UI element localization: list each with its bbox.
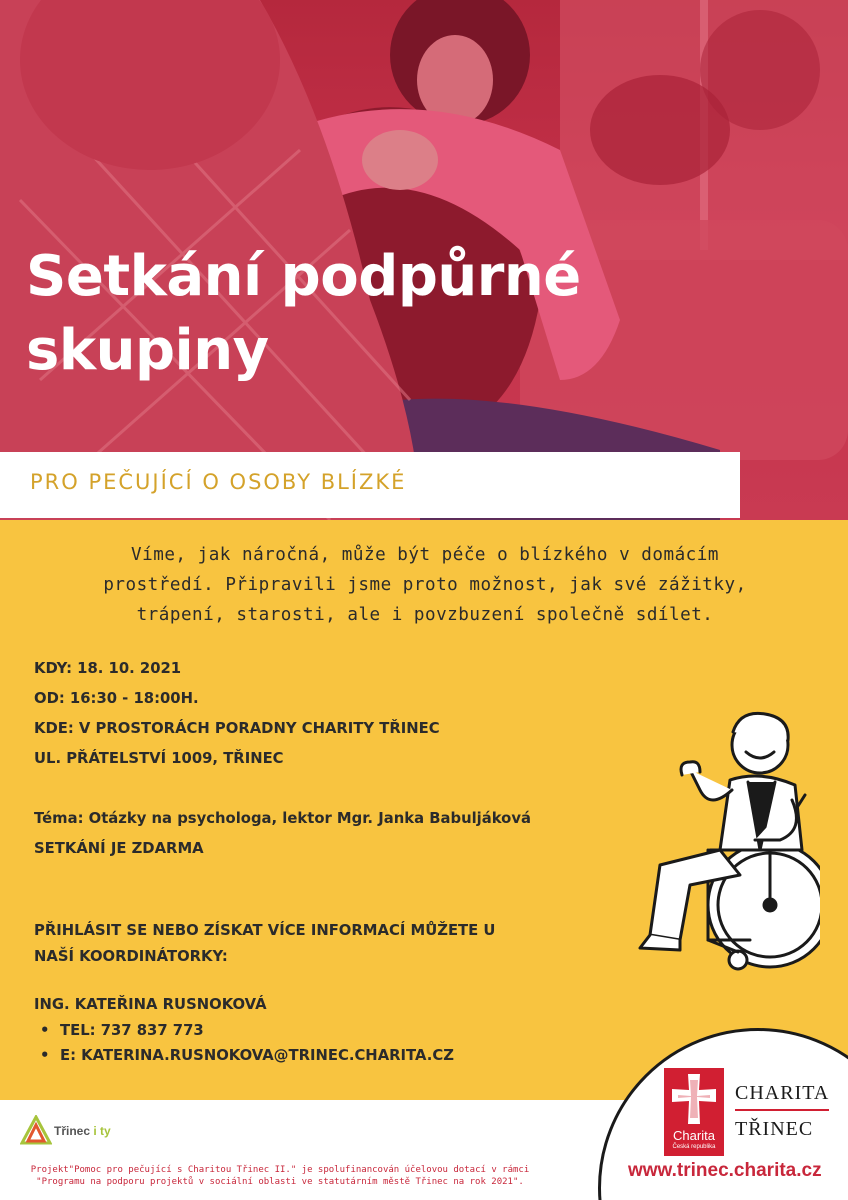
funding-note-line-1: Projekt"Pomoc pro pečující s Charitou Třinec II." je spolufinancován účelovou dotací v rámci [30, 1165, 530, 1175]
charita-city: TŘINEC [735, 1118, 814, 1140]
charita-logo [664, 1068, 724, 1156]
event-topic: Téma: Otázky na psychologa, lektor Mgr. Janka Babuljáková [34, 810, 531, 827]
logo-text-trinec: Třinec [54, 1124, 91, 1138]
event-place: KDE: V PROSTORÁCH PORADNY CHARITY TŘINEC [34, 720, 440, 737]
contact-list [40, 1022, 454, 1064]
intro-line-3: trápení, starosti, ale i povzbuzení společně sdílet. [136, 605, 714, 625]
contact-phone[interactable]: • TEL: 737 837 773 [40, 1022, 454, 1039]
charita-mark-sub: Česká republika [672, 1144, 716, 1150]
title-line-2: skupiny [26, 318, 269, 383]
subtitle: PRO PEČUJÍCÍ O OSOBY BLÍZKÉ [30, 470, 407, 494]
contact-name: ING. KATEŘINA RUSNOKOVÁ [34, 996, 267, 1013]
contact-intro-line-1: PŘIHLÁSIT SE NEBO ZÍSKAT VÍCE INFORMACÍ MŮŽETE U [34, 922, 496, 939]
event-free-note: SETKÁNÍ JE ZDARMA [34, 840, 204, 857]
title-line-1: Setkání podpůrné [26, 244, 581, 309]
charita-mark-label: Charita [673, 1128, 715, 1143]
event-time: OD: 16:30 - 18:00H. [34, 690, 199, 707]
contact-intro-line-2: NAŠÍ KOORDINÁTORKY: [34, 948, 228, 965]
charita-name: CHARITA [735, 1082, 830, 1104]
website-link[interactable]: www.trinec.charita.cz [628, 1160, 822, 1181]
event-date: KDY: 18. 10. 2021 [34, 660, 182, 677]
wheelchair-man-illustration [620, 700, 820, 990]
contact-email[interactable]: • E: KATERINA.RUSNOKOVA@TRINEC.CHARITA.CZ [40, 1047, 454, 1064]
funding-note-line-2: "Programu na podporu projektů v sociální oblasti ve statutárním městě Třinec na rok 2021". [36, 1177, 524, 1187]
trinec-i-ty-logo-text [54, 1124, 111, 1138]
intro-line-1: Víme, jak náročná, může být péče o blízkého v domácím [131, 545, 719, 565]
event-address: UL. PŘÁTELSTVÍ 1009, TŘINEC [34, 750, 284, 767]
logo-text-i-ty: i ty [93, 1124, 111, 1138]
intro-line-2: prostředí. Připravili jsme proto možnost, jak své zážitky, [103, 575, 747, 595]
funding-note [0, 1164, 560, 1188]
trinec-i-ty-logo [20, 1115, 52, 1147]
charita-divider [735, 1109, 829, 1111]
charita-cross-logo [670, 1072, 718, 1126]
intro-paragraph [30, 540, 820, 630]
page-title [26, 240, 581, 388]
